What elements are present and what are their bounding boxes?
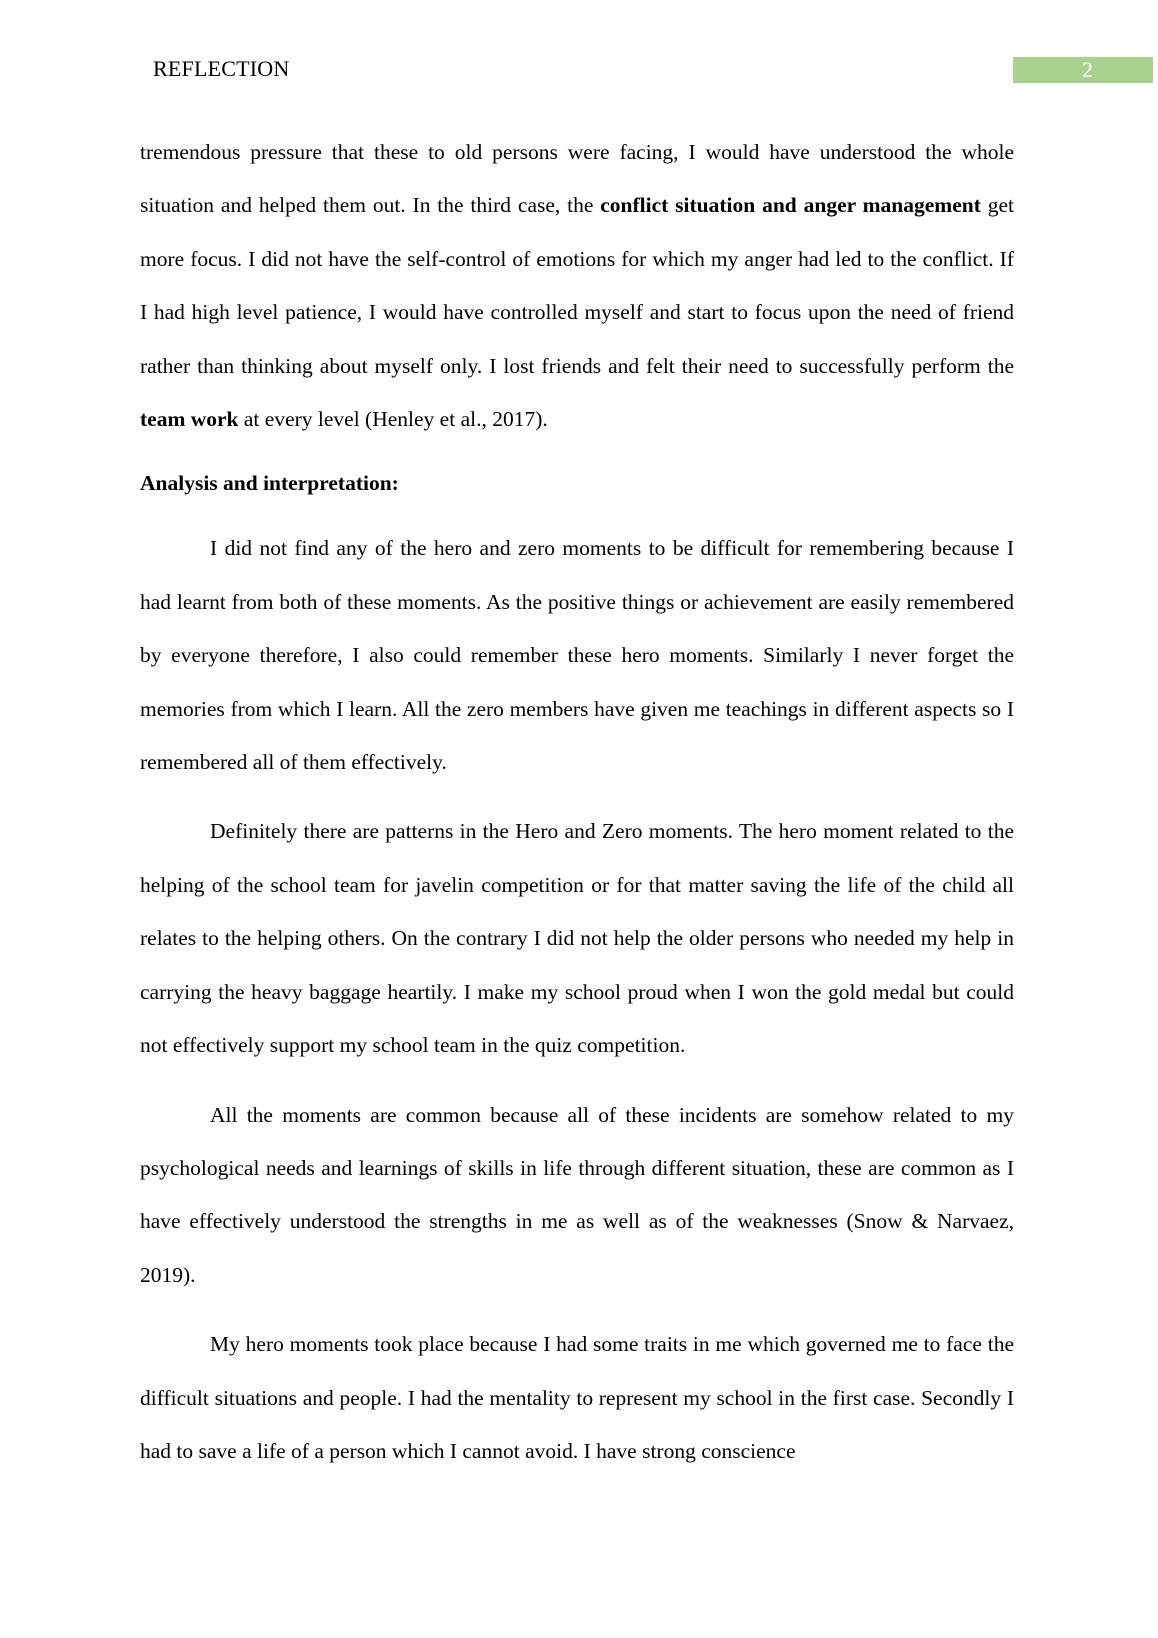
running-head: REFLECTION	[153, 56, 290, 81]
document-body	[140, 126, 1014, 1478]
paragraph-text: get more focus. I did not have the self-control of emotions for which my anger had led to the conflict. If I had high level patience, I would have controlled myself and start to focus upon the need of friend rather than thinking about myself only. I lost friends and felt their need to successfully perform the	[140, 193, 1014, 378]
page-number-box	[1013, 57, 1153, 83]
paragraph-patterns: Definitely there are patterns in the Hero and Zero moments. The hero moment related to the helping of the school team for javelin competition or for that matter saving the life of the child all relates to the helping others. On the contrary I did not help the older persons who needed my help in carrying the heavy baggage heartily. I make my school proud when I won the gold medal but could not effectively support my school team in the quiz competition.	[140, 819, 1014, 1058]
paragraph-continuation	[140, 126, 1014, 446]
section-heading: Analysis and interpretation:	[140, 471, 399, 496]
paragraph-text: at every level (Henley et al., 2017).	[238, 407, 548, 432]
bold-phrase-conflict: conflict situation and anger management	[600, 193, 981, 218]
paragraph-hero-moments: My hero moments took place because I had some traits in me which governed me to face the difficult situations and people. I had the mentality to represent my school in the first case. Secondly I had to save a life of a person which I cannot avoid. I have strong conscience	[140, 1332, 1014, 1463]
paragraph-text: tremendous pressure that these to old persons were facing, I would have understood the whole situation and helped them out. In the third case, the	[140, 140, 1014, 218]
bold-phrase-team-work: team work	[140, 407, 239, 432]
page-number: 2	[1082, 57, 1093, 82]
paragraph-common-moments: All the moments are common because all of these incidents are somehow related to my psychological needs and learnings of skills in life through different situation, these are common as I have effectively understood the strengths in me as well as of the weaknesses (Snow & Narvaez, 2019).	[140, 1102, 1014, 1287]
paragraph-remembering: I did not find any of the hero and zero moments to be difficult for remembering because I had learnt from both of these moments. As the positive things or achievement are easily remembered by everyone therefore, I also could remember these hero moments. Similarly I never forget the memories from which I learn. All the zero members have given me teachings in different aspects so I remembered all of them effectively.	[140, 536, 1014, 775]
